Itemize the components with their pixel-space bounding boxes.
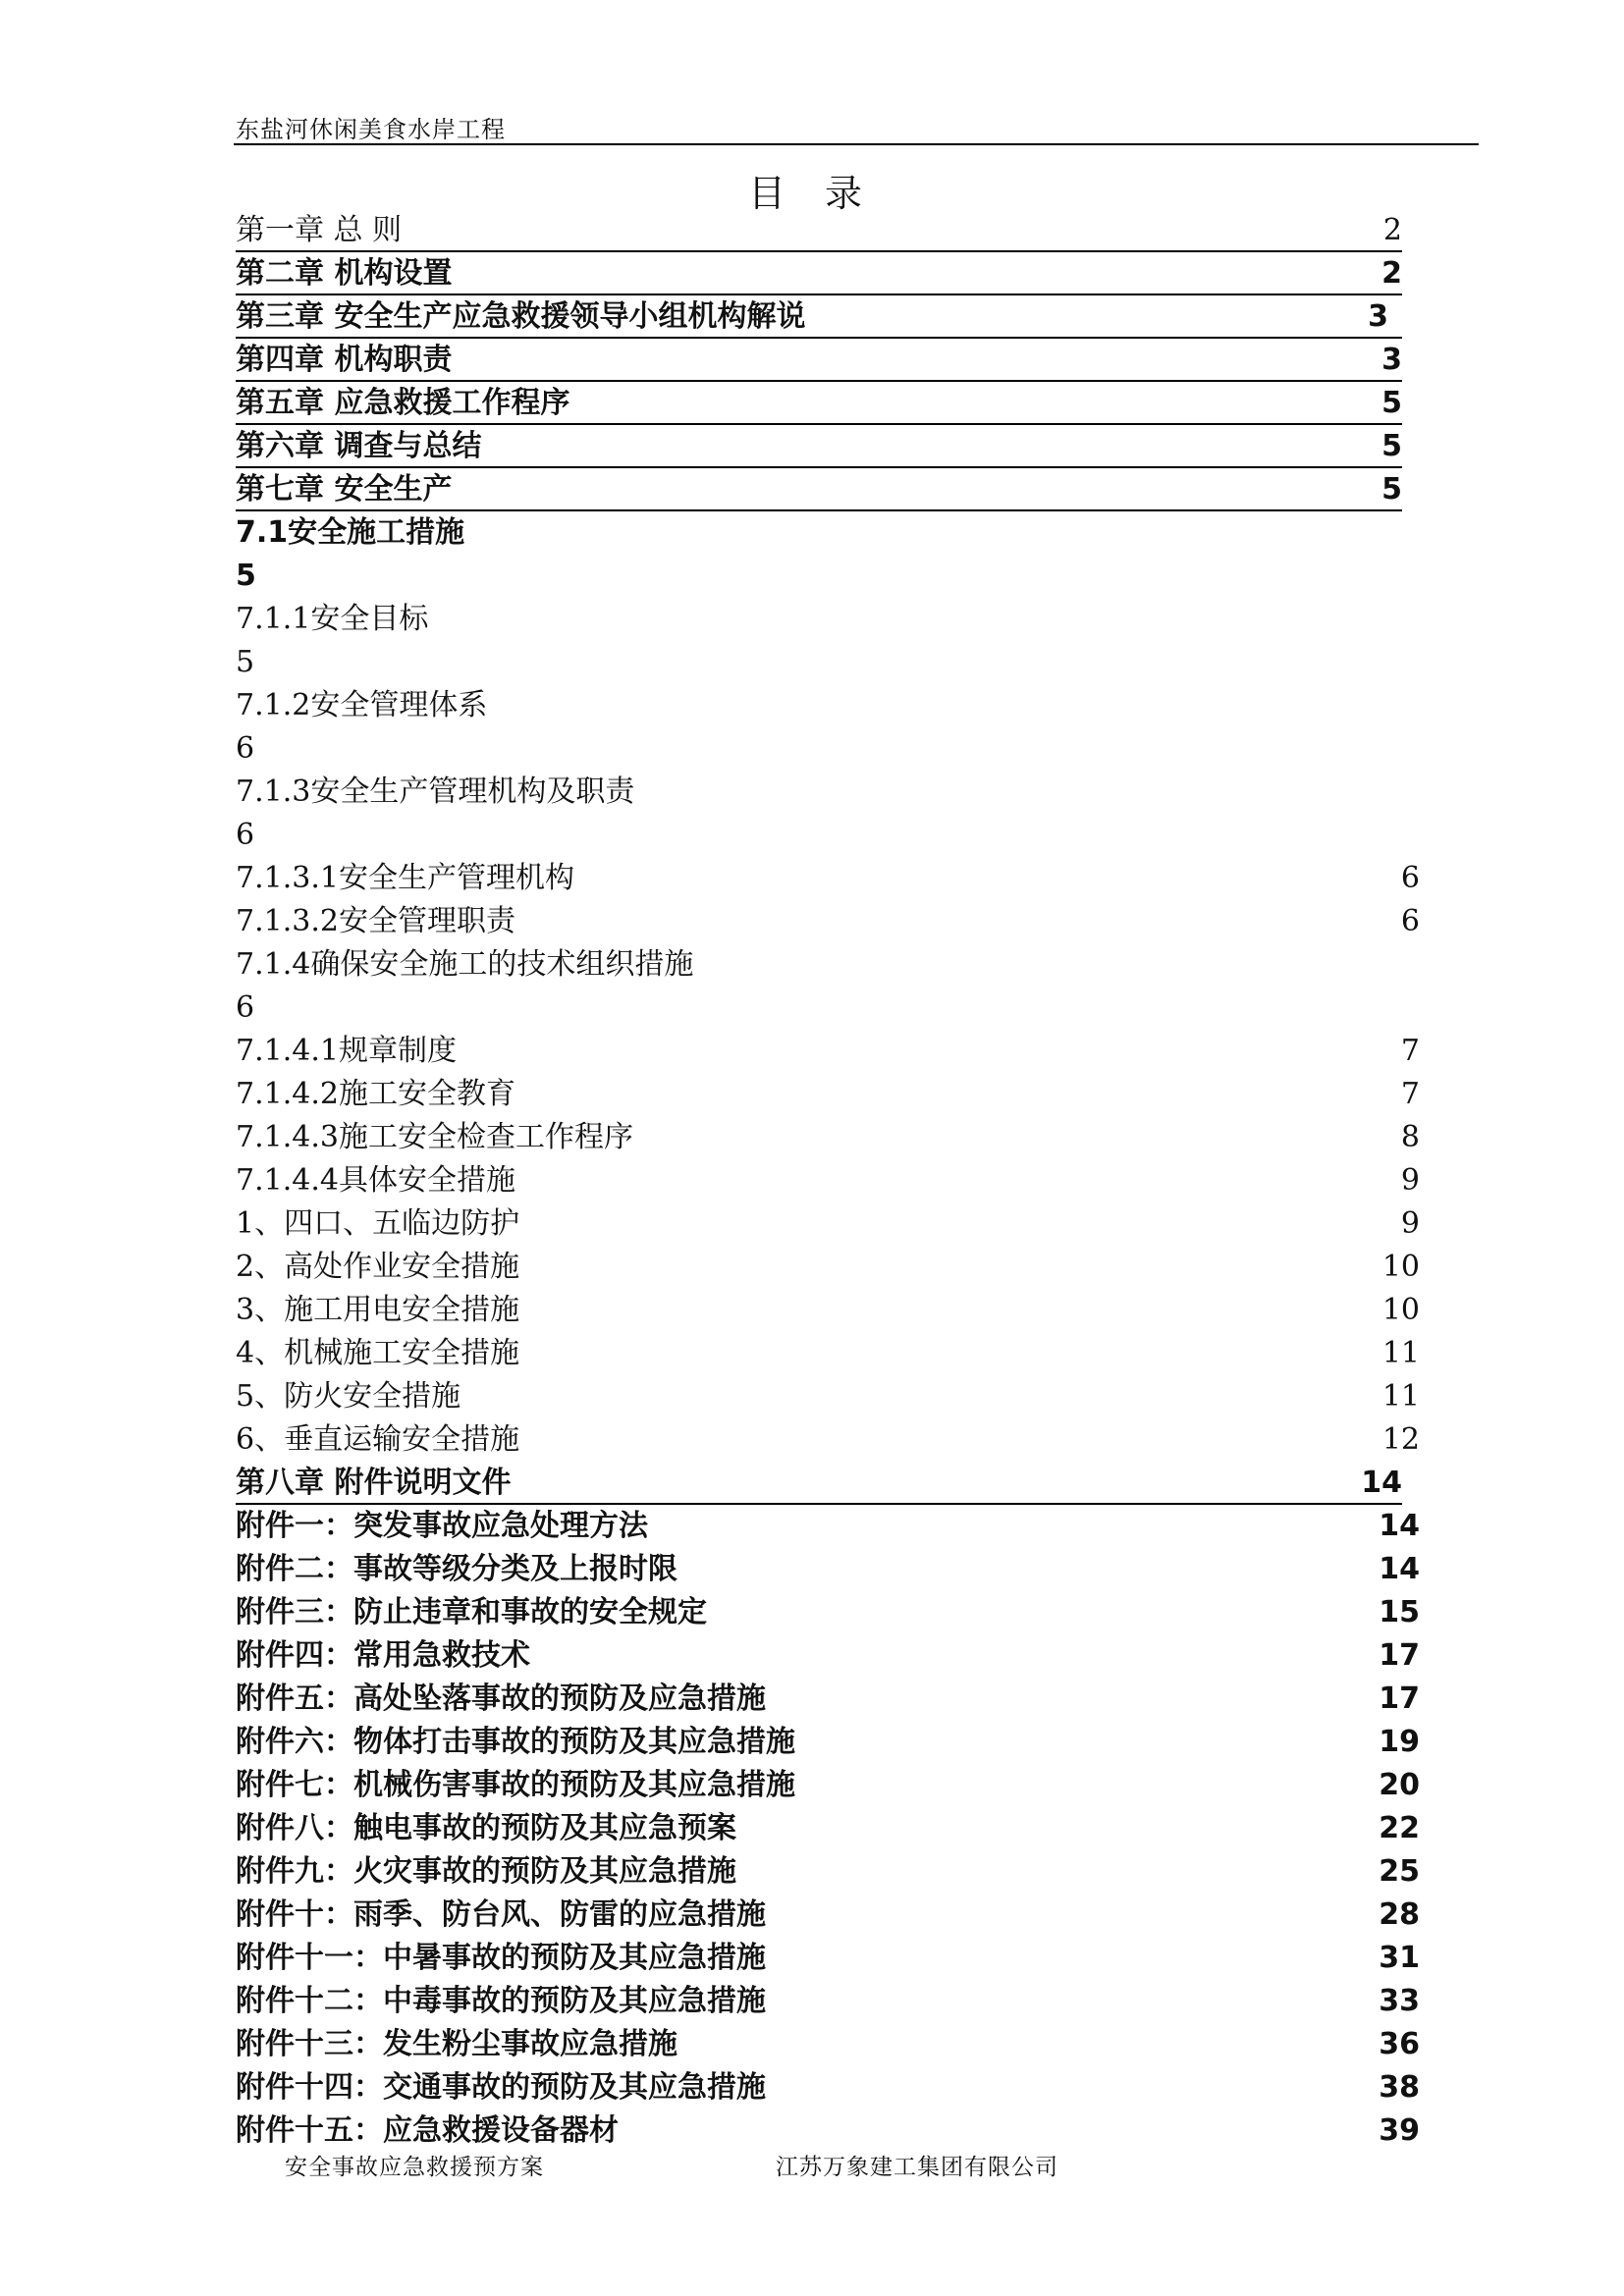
- toc-entry-title: 附件十：雨季、防台风、防雷的应急措施: [236, 1897, 766, 1932]
- toc-entry-page: 5: [236, 559, 256, 593]
- toc-entry-appendix[interactable]: [236, 2066, 1434, 2109]
- toc-entry-page: 17: [1379, 1638, 1420, 1673]
- toc-entry-chapter-6[interactable]: [236, 425, 1402, 468]
- toc-entry-title: 3、施工用电安全措施: [236, 1293, 520, 1327]
- toc-entry-title: 附件十三：发生粉尘事故应急措施: [236, 2027, 677, 2061]
- toc-entry-title: 附件五：高处坠落事故的预防及应急措施: [236, 1682, 766, 1716]
- toc-entry-page-line: [236, 641, 1434, 684]
- toc-entry-title: 7.1.3.1安全生产管理机构: [236, 861, 574, 895]
- toc-entry-page: 6: [1400, 904, 1420, 938]
- toc-entry-page: 5: [236, 645, 255, 679]
- toc-entry-page-line: [236, 814, 1434, 857]
- toc-entry-appendix[interactable]: [236, 2023, 1434, 2066]
- toc-entry-title: 7.1.3安全生产管理机构及职责: [236, 774, 635, 809]
- toc-entry-chapter-2[interactable]: [236, 252, 1402, 295]
- toc-entry-chapter-5[interactable]: [236, 382, 1402, 425]
- toc-entry-title: 第二章 机构设置: [236, 256, 453, 291]
- toc-entry-section[interactable]: [236, 1159, 1434, 1202]
- toc-entry-section[interactable]: [236, 684, 1434, 727]
- toc-entry-page: 28: [1379, 1897, 1420, 1932]
- toc-entry-page: 2: [1381, 256, 1402, 291]
- toc-entry-appendix[interactable]: [236, 1548, 1434, 1591]
- toc-entry-title: 1、四口、五临边防护: [236, 1206, 520, 1241]
- toc-entry-page: 14: [1379, 1552, 1420, 1586]
- toc-entry-page: 33: [1379, 1984, 1420, 2018]
- toc-entry-appendix[interactable]: [236, 1721, 1434, 1764]
- toc-entry-title: 4、机械施工安全措施: [236, 1336, 520, 1370]
- toc-title: 目 录: [747, 172, 877, 215]
- toc-entry-title: 6、垂直运输安全措施: [236, 1422, 520, 1457]
- toc-entry-appendix[interactable]: [236, 1850, 1434, 1894]
- toc-entry-title: 附件二：事故等级分类及上报时限: [236, 1552, 677, 1586]
- toc-entry-page: 36: [1379, 2027, 1420, 2061]
- toc-entry-title: 第一章 总 则: [236, 213, 403, 247]
- toc-entry-title: 附件十四：交通事故的预防及其应急措施: [236, 2070, 766, 2105]
- toc-entry-title: 7.1.4.2施工安全教育: [236, 1077, 515, 1111]
- toc-entry-page: 9: [1400, 1163, 1420, 1198]
- toc-entry-page: 39: [1379, 2113, 1420, 2148]
- toc-entry-page: 38: [1379, 2070, 1420, 2105]
- toc-entry-page: 2: [1382, 213, 1402, 247]
- toc-entry-page: 5: [1381, 386, 1402, 420]
- toc-entry-page-line: [236, 987, 1434, 1030]
- toc-entry-section[interactable]: [236, 900, 1434, 943]
- header-rule: [234, 143, 1479, 145]
- toc-entry-section[interactable]: [236, 1073, 1434, 1116]
- toc-entry-page: 8: [1400, 1120, 1420, 1154]
- toc-entry-item[interactable]: [236, 1289, 1434, 1332]
- toc-entry-title: 7.1安全施工措施: [236, 515, 465, 550]
- toc-entry-page: 3: [1368, 299, 1388, 334]
- toc-entry-section[interactable]: [236, 1030, 1434, 1073]
- toc-entry-section[interactable]: [236, 598, 1434, 641]
- toc-entry-page: 6: [236, 731, 255, 766]
- toc-entry-title: 7.1.2安全管理体系: [236, 688, 488, 722]
- toc-entry-page: 7: [1400, 1077, 1420, 1111]
- toc-entry-page: 10: [1381, 1250, 1420, 1284]
- toc-entry-title: 7.1.3.2安全管理职责: [236, 904, 515, 938]
- toc-entry-title: 附件四：常用急救技术: [236, 1638, 530, 1673]
- toc-entry-page: 22: [1379, 1811, 1420, 1845]
- toc-entry-page: 14: [1379, 1509, 1420, 1543]
- toc-entry-title: 第四章 机构职责: [236, 343, 453, 377]
- toc-entry-chapter-1[interactable]: [236, 209, 1402, 252]
- toc-entry-page: 12: [1381, 1422, 1420, 1457]
- toc-entry-item[interactable]: [236, 1375, 1434, 1418]
- toc-entry-item[interactable]: [236, 1202, 1434, 1246]
- toc-entry-title: 附件七：机械伤害事故的预防及其应急措施: [236, 1768, 795, 1802]
- toc-entry-section[interactable]: [236, 857, 1434, 900]
- toc-entry-title: 2、高处作业安全措施: [236, 1250, 520, 1284]
- toc-entry-appendix[interactable]: [236, 1764, 1434, 1807]
- toc-entry-title: 5、防火安全措施: [236, 1379, 461, 1414]
- toc-entry-page: 15: [1379, 1595, 1420, 1629]
- toc-entry-title: 7.1.4.1规章制度: [236, 1034, 457, 1068]
- toc-entry-page-line: [236, 727, 1434, 771]
- toc-entry-page: 9: [1400, 1206, 1420, 1241]
- toc-entry-title: 附件三：防止违章和事故的安全规定: [236, 1595, 707, 1629]
- toc-entry-chapter-3[interactable]: [236, 295, 1402, 339]
- toc-entry-appendix[interactable]: [236, 1894, 1434, 1937]
- footer-company-name: 江苏万象建工集团有限公司: [776, 2155, 1058, 2180]
- toc-entry-section[interactable]: [236, 943, 1434, 987]
- toc-entry-title: 附件九：火灾事故的预防及其应急措施: [236, 1854, 736, 1889]
- toc-entry-page: 5: [1381, 472, 1402, 507]
- toc-entry-appendix[interactable]: [236, 1505, 1434, 1548]
- toc-entry-page: 6: [1400, 861, 1420, 895]
- toc-entry-title: 第六章 调查与总结: [236, 429, 482, 463]
- toc-entry-title: 7.1.4确保安全施工的技术组织措施: [236, 947, 694, 982]
- toc-entry-title: 7.1.4.3施工安全检查工作程序: [236, 1120, 633, 1154]
- toc-entry-appendix[interactable]: [236, 1980, 1434, 2023]
- toc-entry-page: 11: [1381, 1336, 1420, 1370]
- toc-entry-appendix[interactable]: [236, 1634, 1434, 1678]
- toc-entry-title: 附件八：触电事故的预防及其应急预案: [236, 1811, 736, 1845]
- toc-entry-title: 附件一：突发事故应急处理方法: [236, 1509, 648, 1543]
- toc-entry-chapter-7[interactable]: [236, 468, 1402, 511]
- toc-entry-appendix[interactable]: [236, 1591, 1434, 1634]
- toc-entry-item[interactable]: [236, 1418, 1434, 1462]
- toc-entry-title: 第五章 应急救援工作程序: [236, 386, 570, 420]
- toc-entry-page-line: [236, 555, 1434, 598]
- toc-entry-page: 7: [1400, 1034, 1420, 1068]
- header-title: 东盐河休闲美食水岸工程: [236, 116, 506, 143]
- toc-entry-page: 11: [1381, 1379, 1420, 1414]
- toc-entry-page: 14: [1361, 1466, 1402, 1500]
- toc-entry-title: 附件十五：应急救援设备器材: [236, 2113, 619, 2148]
- toc-entry-section[interactable]: [236, 511, 1434, 555]
- toc-entry-page: 5: [1381, 429, 1402, 463]
- toc-entry-appendix[interactable]: [236, 1937, 1434, 1980]
- toc-entry-title: 附件十二：中毒事故的预防及其应急措施: [236, 1984, 766, 2018]
- toc-entry-page: 6: [236, 818, 255, 852]
- toc-entry-chapter-8[interactable]: [236, 1462, 1402, 1505]
- toc-entry-section[interactable]: [236, 771, 1434, 814]
- toc-entry-appendix[interactable]: [236, 1678, 1434, 1721]
- toc-entry-page: 10: [1381, 1293, 1420, 1327]
- table-of-contents: [236, 209, 1434, 2153]
- toc-entry-page: 3: [1381, 343, 1402, 377]
- footer-document-name: 安全事故应急救援预方案: [285, 2155, 544, 2180]
- toc-entry-title: 附件十一：中暑事故的预防及其应急措施: [236, 1941, 766, 1975]
- toc-entry-title: 附件六：物体打击事故的预防及其应急措施: [236, 1725, 795, 1759]
- toc-entry-item[interactable]: [236, 1332, 1434, 1375]
- toc-entry-title: 第八章 附件说明文件: [236, 1466, 512, 1500]
- toc-entry-page: 6: [236, 990, 255, 1025]
- toc-entry-section[interactable]: [236, 1116, 1434, 1159]
- toc-entry-chapter-4[interactable]: [236, 339, 1402, 382]
- toc-entry-page: 19: [1379, 1725, 1420, 1759]
- toc-entry-title: 7.1.1安全目标: [236, 602, 429, 636]
- toc-entry-page: 20: [1379, 1768, 1420, 1802]
- toc-entry-page: 31: [1379, 1941, 1420, 1975]
- toc-entry-appendix[interactable]: [236, 1807, 1434, 1850]
- toc-entry-page: 25: [1379, 1854, 1420, 1889]
- toc-entry-title: 第三章 安全生产应急救援领导小组机构解说: [236, 299, 806, 334]
- toc-entry-appendix[interactable]: [236, 2109, 1434, 2153]
- toc-entry-page: 17: [1379, 1682, 1420, 1716]
- toc-entry-item[interactable]: [236, 1246, 1434, 1289]
- toc-entry-title: 第七章 安全生产: [236, 472, 453, 507]
- toc-entry-title: 7.1.4.4具体安全措施: [236, 1163, 515, 1198]
